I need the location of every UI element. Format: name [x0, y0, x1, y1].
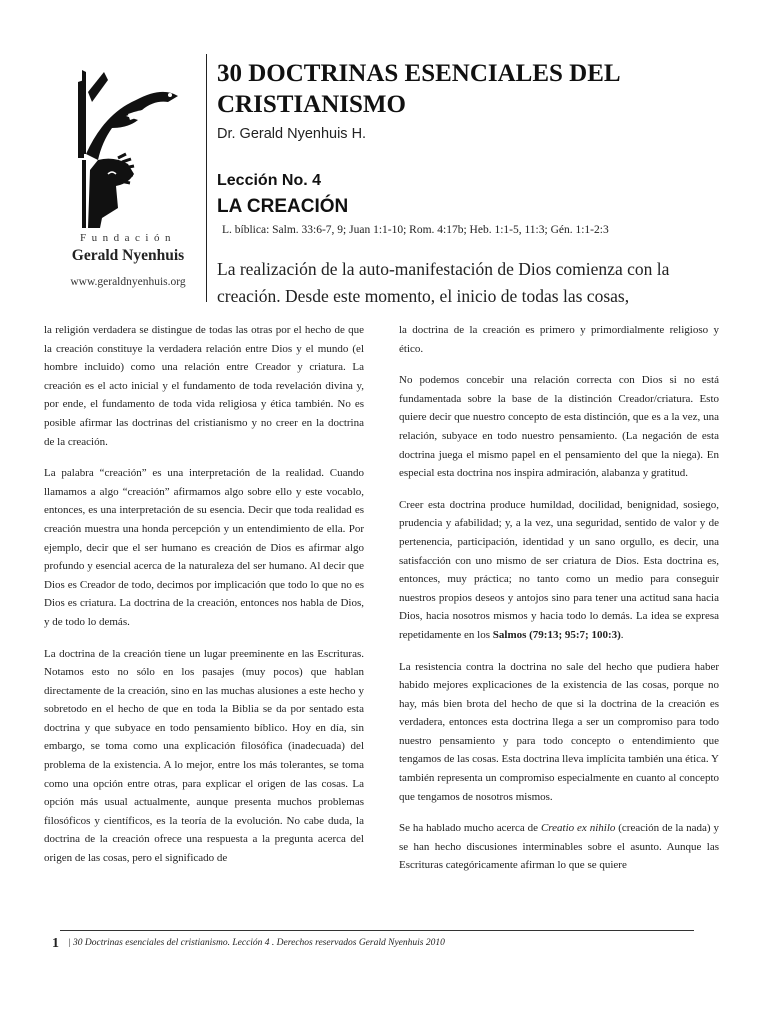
lesson-title: LA CREACIÓN [217, 196, 349, 217]
footer-text: | 30 Doctrinas esenciales del cristianismo. Lección 4 . Derechos reservados Gerald Nyenhuis 2010 [68, 938, 445, 948]
left-column [44, 321, 364, 881]
paragraph: la religión verdadera se distingue de todas las otras por el hecho de que la creación constituye la verdadera relación entre Dios y el mundo (el hombre incluido) como una relación entre Creador y criatura. La creación es el acto inicial y el fundamento de toda revelación divina y, por ende, el fundamento de toda vida religiosa y ética también. No es posible afirmar las doctrinas del cristianismo y no creer en la doctrina de la creación. [44, 324, 364, 448]
paragraph-text: (creación de la nada) y se han hecho discusiones interminables sobre el asunto. Aunque las Escrituras categóricamente afirman lo que se quiere [399, 822, 719, 872]
psalms-reference: Salmos (79:13; 95:7; 100:3) [492, 628, 621, 641]
paragraph: No podemos concebir una relación correcta con Dios si no está fundamentada sobre la base de la distinción Creador/criatura. Esto quiere decir que nuestro concepto de esta distinción, que es a la vez, una relación, subyace en todo nuestro pensamiento. (La negación de esta doctrina juega el mismo papel en el pensamiento del que la niega). En especial esta doctrina nos inspira admiración, alabanza y gratitud. [399, 374, 719, 480]
biblical-references: L. bíblica: Salm. 33:6-7, 9; Juan 1:1-10; Rom. 4:17b; Heb. 1:1-5, 11:3; Gén. 1:1-2:3 [222, 224, 609, 236]
paragraph-text: Se ha hablado mucho acerca de [399, 822, 541, 835]
title-line-2: CRISTIANISMO [217, 91, 406, 118]
paragraph: La resistencia contra la doctrina no sale del hecho que pudiera haber habido mejores explicaciones de la existencia de las cosas, porque no hay, más bien brota del hecho de que si la doctrina de la creación es verdadera, entonces esta doctrina llega a ser un compromiso para todo nuestro pensamiento y para todo concepto o entendimiento que tengamos de las cosas. Esta doctrina lleva implícita también una ética. Y también representa un compromiso especialmente en cuanto al concepto que tengamos de nosotros mismos. [399, 660, 719, 803]
paragraph: La doctrina de la creación tiene un lugar preeminente en las Escrituras. Notamos esto no sólo en los pasajes (muy pocos) que hablan directamente de la creación, sino en las muchas alusiones a este hecho y sobretodo en el hecho de que en toda la Biblia se da por sentado esta doctrina y que subyace en todo pensamiento bíblico. Hoy en día, sin embargo, se toma como una explicación filosófica (inadecuada) del problema de la existencia. A lo mejor, entre los más tolerantes, se toma como una opción entre otras, para explicar el origen de las cosas. La opción más usual actualmente, aunque presenta muchos problemas filosóficos y científicos, es la teoría de la evolución. No cabe duda, la doctrina de la creación ofrece una respuesta a la pregunta acerca del origen de las cosas, pero el significado de [44, 647, 364, 865]
page-number: 1 [52, 936, 59, 951]
author: Dr. Gerald Nyenhuis H. [217, 126, 367, 142]
footer-rule [60, 930, 694, 931]
header-divider [206, 54, 207, 302]
logo-name: Gerald Nyenhuis [71, 247, 185, 264]
paragraph-end: . [620, 628, 624, 641]
intro-paragraph: La realización de la auto-manifestación de Dios comienza con la creación. Desde este momento, el inicio de todas las cosas, [217, 259, 670, 306]
foundation-logo [58, 54, 198, 299]
paragraph-text: Creer esta doctrina produce humildad, docilidad, benignidad, sosiego, prudencia y afabilidad; y, a la vez, una seguridad, sentido de valor y de pertenencia, participación, identidad y un sano orgullo, es decir, una satisfacción con uno mismo de ser criatura de Dios. Esta doctrina es, entonces, muy práctica; no tanto como un medio para conseguir nuestros propios deseos y antojos sino para tener una actitud sana hacia Dios, hacia nosotros mismos y hacia todo lo demás. La idea se expresa repetidamente en los [399, 498, 719, 641]
paragraph: La palabra “creación” es una interpretación de la realidad. Cuando llamamos a algo “creación” afirmamos algo sobre ello y este vocablo, entonces, es una interpretación de su esencia. Decir que toda realidad es creación muestra una honda percepción y un entendimiento de ella. Por ejemplo, decir que el ser humano es creación de Dios es afirmar algo profundo y esencial acerca de la naturaleza del ser humano. Al decir que Dios es Creador de todo, decimos por implicación que todo lo que no es Dios es criatura. La doctrina de la creación, entonces nos habla de Dios, y de todo lo demás. [44, 467, 364, 628]
title-line-1: 30 DOCTRINAS ESENCIALES DEL [217, 60, 621, 87]
paragraph [399, 819, 719, 875]
lesson-number: Lección No. 4 [217, 172, 322, 189]
paragraph: la doctrina de la creación es primero y primordialmente religioso y ético. [399, 324, 719, 355]
logo-url[interactable]: www.geraldnyenhuis.org [70, 276, 186, 288]
latin-term: Creatio ex nihilo [540, 822, 616, 835]
document-title [217, 58, 621, 120]
logo-fundacion: Fundación [80, 232, 176, 244]
right-column [399, 321, 719, 888]
dove-hand-logo-icon [68, 58, 190, 228]
paragraph [399, 496, 719, 645]
